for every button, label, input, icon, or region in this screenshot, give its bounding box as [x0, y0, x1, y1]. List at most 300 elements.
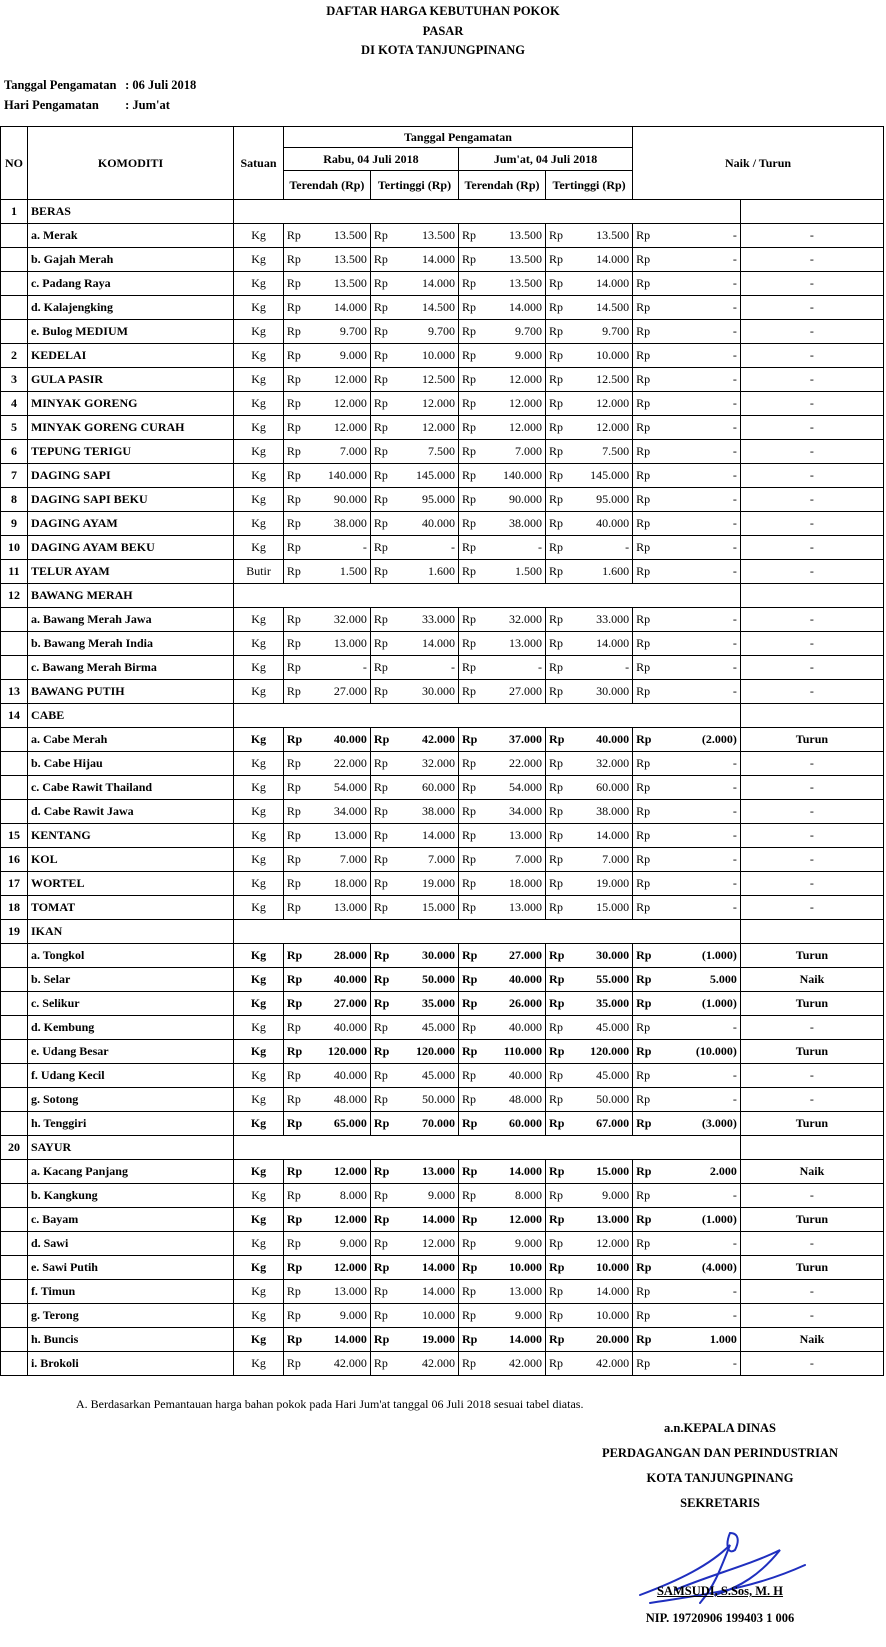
status-cell: Naik [740, 968, 883, 992]
unit-cell: Butir [234, 560, 284, 584]
change-currency: Rp [633, 392, 658, 416]
row-number: 1 [1, 200, 28, 224]
change-currency: Rp [633, 560, 658, 584]
date1-low-value: 120.000 [307, 1040, 370, 1064]
row-number: 11 [1, 560, 28, 584]
status-cell: - [740, 344, 883, 368]
date2-high-value: 50.000 [569, 1088, 632, 1112]
commodity-name: b. Selar [27, 968, 233, 992]
date2-high-value: 67.000 [569, 1112, 632, 1136]
date1-low-value: 22.000 [307, 752, 370, 776]
date2-low-value: 12.000 [482, 416, 545, 440]
commodity-name: DAGING SAPI BEKU [27, 488, 233, 512]
date1-low-value: 13.000 [307, 896, 370, 920]
change-value: - [657, 896, 740, 920]
date2-high-value: 40.000 [569, 512, 632, 536]
table-row [1, 1184, 884, 1208]
date2-low-value: 12.000 [482, 368, 545, 392]
date2-high-value: 1.600 [569, 560, 632, 584]
date1-low-value: 12.000 [307, 368, 370, 392]
change-currency: Rp [633, 1328, 658, 1352]
commodity-name: DAGING AYAM BEKU [27, 536, 233, 560]
change-value: (1.000) [657, 992, 740, 1016]
date1-high-value: 14.000 [394, 1280, 458, 1304]
unit-cell: Kg [234, 680, 284, 704]
change-currency: Rp [633, 800, 658, 824]
commodity-name: b. Bawang Merah India [27, 632, 233, 656]
change-value: - [657, 512, 740, 536]
date2-high-currency: Rp [546, 656, 570, 680]
change-value: - [657, 752, 740, 776]
date2-high-value: 95.000 [569, 488, 632, 512]
table-row [1, 704, 884, 728]
date1-low-value: 9.000 [307, 1304, 370, 1328]
table-row [1, 320, 884, 344]
date2-high-value: 15.000 [569, 1160, 632, 1184]
col-header-satuan: Satuan [234, 127, 284, 200]
date2-high-currency: Rp [546, 1352, 570, 1376]
date2-high-value: 40.000 [569, 728, 632, 752]
date1-low-currency: Rp [283, 272, 307, 296]
date2-high-currency: Rp [546, 1112, 570, 1136]
change-value: - [657, 488, 740, 512]
date2-low-currency: Rp [459, 488, 483, 512]
change-value: - [657, 416, 740, 440]
date2-low-currency: Rp [459, 224, 483, 248]
observation-date [4, 78, 196, 93]
date1-low-currency: Rp [283, 1184, 307, 1208]
date2-low-currency: Rp [459, 1208, 483, 1232]
unit-cell: Kg [234, 968, 284, 992]
row-number: 15 [1, 824, 28, 848]
table-row [1, 392, 884, 416]
date2-high-currency: Rp [546, 464, 570, 488]
change-value: - [657, 1232, 740, 1256]
date2-high-value: 10.000 [569, 1304, 632, 1328]
status-cell: - [740, 1304, 883, 1328]
date2-high-value: 9.700 [569, 320, 632, 344]
date1-low-currency: Rp [283, 776, 307, 800]
change-value: - [657, 872, 740, 896]
unit-cell: Kg [234, 464, 284, 488]
change-value: - [657, 1184, 740, 1208]
commodity-name: GULA PASIR [27, 368, 233, 392]
row-number [1, 1088, 28, 1112]
date2-low-currency: Rp [459, 632, 483, 656]
row-number [1, 1352, 28, 1376]
date1-low-currency: Rp [283, 1040, 307, 1064]
commodity-name: a. Kacang Panjang [27, 1160, 233, 1184]
date2-low-value: 9.000 [482, 1304, 545, 1328]
date2-low-value: 12.000 [482, 392, 545, 416]
date1-low-currency: Rp [283, 992, 307, 1016]
date1-low-currency: Rp [283, 1160, 307, 1184]
date2-high-currency: Rp [546, 752, 570, 776]
date1-low-currency: Rp [283, 1280, 307, 1304]
table-row [1, 752, 884, 776]
commodity-name: WORTEL [27, 872, 233, 896]
date1-high-currency: Rp [370, 680, 394, 704]
change-currency: Rp [633, 992, 658, 1016]
date1-low-currency: Rp [283, 800, 307, 824]
date1-low-value: - [307, 536, 370, 560]
observation-day [4, 98, 170, 113]
date1-low-value: 140.000 [307, 464, 370, 488]
date1-high-value: 12.000 [394, 416, 458, 440]
date2-low-value: 13.000 [482, 632, 545, 656]
date1-high-currency: Rp [370, 944, 394, 968]
table-row [1, 680, 884, 704]
commodity-name: e. Udang Besar [27, 1040, 233, 1064]
table-row [1, 1352, 884, 1376]
date2-low-currency: Rp [459, 1088, 483, 1112]
change-currency: Rp [633, 1232, 658, 1256]
date2-low-value: 13.000 [482, 824, 545, 848]
table-row [1, 1304, 884, 1328]
row-number [1, 320, 28, 344]
change-currency: Rp [633, 1112, 658, 1136]
table-row [1, 872, 884, 896]
date2-low-value: 13.000 [482, 1280, 545, 1304]
date2-high-currency: Rp [546, 224, 570, 248]
status-cell: - [740, 1184, 883, 1208]
date2-high-currency: Rp [546, 1064, 570, 1088]
date2-high-value: 12.500 [569, 368, 632, 392]
date2-high-value: 42.000 [569, 1352, 632, 1376]
unit-cell: Kg [234, 848, 284, 872]
date2-high-value: 45.000 [569, 1016, 632, 1040]
date1-high-currency: Rp [370, 1232, 394, 1256]
commodity-name: a. Tongkol [27, 944, 233, 968]
change-value: - [657, 776, 740, 800]
unit-cell: Kg [234, 752, 284, 776]
date2-high-currency: Rp [546, 680, 570, 704]
observation-day-label: Hari Pengamatan [4, 98, 99, 112]
date2-low-value: 14.000 [482, 1160, 545, 1184]
date1-high-currency: Rp [370, 1280, 394, 1304]
row-number [1, 968, 28, 992]
observation-date-label: Tanggal Pengamatan [4, 78, 117, 92]
date1-high-value: 70.000 [394, 1112, 458, 1136]
row-number [1, 1256, 28, 1280]
status-cell: - [740, 1352, 883, 1376]
date2-low-currency: Rp [459, 608, 483, 632]
unit-cell: Kg [234, 872, 284, 896]
change-value: - [657, 1304, 740, 1328]
date2-low-currency: Rp [459, 368, 483, 392]
unit-cell: Kg [234, 272, 284, 296]
date2-high-value: 12.000 [569, 1232, 632, 1256]
row-number [1, 272, 28, 296]
row-number [1, 608, 28, 632]
date1-high-value: 14.000 [394, 272, 458, 296]
row-number [1, 632, 28, 656]
date2-low-currency: Rp [459, 1184, 483, 1208]
change-currency: Rp [633, 1064, 658, 1088]
date1-high-currency: Rp [370, 392, 394, 416]
date2-high-value: 14.000 [569, 824, 632, 848]
date1-high-value: 13.000 [394, 1160, 458, 1184]
date2-low-currency: Rp [459, 824, 483, 848]
date2-high-value: 30.000 [569, 944, 632, 968]
commodity-name: KEDELAI [27, 344, 233, 368]
status-cell: - [740, 512, 883, 536]
date1-high-currency: Rp [370, 608, 394, 632]
date1-low-currency: Rp [283, 848, 307, 872]
date2-low-currency: Rp [459, 560, 483, 584]
unit-cell: Kg [234, 488, 284, 512]
date2-high-currency: Rp [546, 896, 570, 920]
signature-line-3: KOTA TANJUNGPINANG [646, 1471, 794, 1485]
row-number: 13 [1, 680, 28, 704]
date2-high-currency: Rp [546, 1280, 570, 1304]
change-value: - [657, 1016, 740, 1040]
row-number [1, 656, 28, 680]
change-currency: Rp [633, 1016, 658, 1040]
date1-high-currency: Rp [370, 296, 394, 320]
change-currency: Rp [633, 272, 658, 296]
date2-low-currency: Rp [459, 1160, 483, 1184]
col-header-date2-low: Terendah (Rp) [459, 171, 546, 200]
date2-high-value: 12.000 [569, 392, 632, 416]
date1-high-value: 35.000 [394, 992, 458, 1016]
status-cell: - [740, 416, 883, 440]
date1-low-value: 40.000 [307, 1016, 370, 1040]
commodity-name: b. Kangkung [27, 1184, 233, 1208]
table-row [1, 464, 884, 488]
date1-low-currency: Rp [283, 752, 307, 776]
status-cell: - [740, 320, 883, 344]
date2-high-value: - [569, 536, 632, 560]
date1-low-currency: Rp [283, 464, 307, 488]
date1-high-value: 12.000 [394, 1232, 458, 1256]
date2-high-currency: Rp [546, 848, 570, 872]
commodity-name: KOL [27, 848, 233, 872]
date1-low-currency: Rp [283, 1064, 307, 1088]
date1-high-value: 7.500 [394, 440, 458, 464]
table-row [1, 536, 884, 560]
row-number [1, 1304, 28, 1328]
date1-high-value: - [394, 656, 458, 680]
commodity-name: c. Selikur [27, 992, 233, 1016]
status-cell: - [740, 896, 883, 920]
row-number: 5 [1, 416, 28, 440]
unit-cell: Kg [234, 1280, 284, 1304]
date2-high-value: 30.000 [569, 680, 632, 704]
status-cell: - [740, 440, 883, 464]
unit-cell: Kg [234, 1088, 284, 1112]
table-row [1, 896, 884, 920]
unit-cell: Kg [234, 344, 284, 368]
date2-low-value: 32.000 [482, 608, 545, 632]
change-currency: Rp [633, 512, 658, 536]
date1-high-currency: Rp [370, 776, 394, 800]
date2-high-value: 33.000 [569, 608, 632, 632]
unit-cell: Kg [234, 1040, 284, 1064]
group-spacer [234, 200, 741, 224]
status-cell: - [740, 800, 883, 824]
change-value: (10.000) [657, 1040, 740, 1064]
date1-high-value: 30.000 [394, 680, 458, 704]
date2-high-value: 7.500 [569, 440, 632, 464]
status-cell: - [740, 656, 883, 680]
unit-cell: Kg [234, 1328, 284, 1352]
change-value: - [657, 1064, 740, 1088]
table-row [1, 440, 884, 464]
table-row [1, 848, 884, 872]
commodity-name: e. Bulog MEDIUM [27, 320, 233, 344]
date1-high-value: 60.000 [394, 776, 458, 800]
change-value: - [657, 560, 740, 584]
group-spacer [234, 704, 741, 728]
table-row [1, 344, 884, 368]
observation-date-value: : 06 Juli 2018 [125, 78, 197, 92]
date1-high-value: 10.000 [394, 344, 458, 368]
date2-low-value: 22.000 [482, 752, 545, 776]
table-row [1, 992, 884, 1016]
date1-low-currency: Rp [283, 944, 307, 968]
unit-cell: Kg [234, 392, 284, 416]
date2-low-currency: Rp [459, 320, 483, 344]
date1-high-currency: Rp [370, 440, 394, 464]
date1-low-value: 12.000 [307, 1160, 370, 1184]
commodity-name: BAWANG PUTIH [27, 680, 233, 704]
change-value: - [657, 320, 740, 344]
row-number [1, 1016, 28, 1040]
change-value: (1.000) [657, 1208, 740, 1232]
date1-high-currency: Rp [370, 464, 394, 488]
table-row [1, 800, 884, 824]
date2-high-currency: Rp [546, 1184, 570, 1208]
row-number: 4 [1, 392, 28, 416]
date1-low-value: 32.000 [307, 608, 370, 632]
table-row [1, 1208, 884, 1232]
status-cell: - [740, 1064, 883, 1088]
date2-low-currency: Rp [459, 872, 483, 896]
date2-low-currency: Rp [459, 728, 483, 752]
change-currency: Rp [633, 416, 658, 440]
status-cell: - [740, 488, 883, 512]
date2-low-value: 40.000 [482, 968, 545, 992]
date1-high-currency: Rp [370, 896, 394, 920]
date2-low-value: 18.000 [482, 872, 545, 896]
date2-high-currency: Rp [546, 632, 570, 656]
unit-cell: Kg [234, 800, 284, 824]
col-header-naik-turun: Naik / Turun [633, 127, 884, 200]
change-currency: Rp [633, 848, 658, 872]
date1-low-currency: Rp [283, 1112, 307, 1136]
change-currency: Rp [633, 656, 658, 680]
date1-high-currency: Rp [370, 368, 394, 392]
commodity-name: SAYUR [27, 1136, 233, 1160]
date2-low-currency: Rp [459, 1328, 483, 1352]
change-value: - [657, 848, 740, 872]
status-cell: - [740, 824, 883, 848]
commodity-name: e. Sawi Putih [27, 1256, 233, 1280]
change-currency: Rp [633, 1088, 658, 1112]
date1-low-value: 7.000 [307, 848, 370, 872]
date2-low-value: 60.000 [482, 1112, 545, 1136]
date2-high-currency: Rp [546, 344, 570, 368]
status-cell: - [740, 536, 883, 560]
group-spacer-status [740, 584, 883, 608]
unit-cell: Kg [234, 536, 284, 560]
date1-low-currency: Rp [283, 296, 307, 320]
date2-high-currency: Rp [546, 320, 570, 344]
date2-high-value: 15.000 [569, 896, 632, 920]
unit-cell: Kg [234, 1112, 284, 1136]
date2-high-value: 19.000 [569, 872, 632, 896]
date1-low-currency: Rp [283, 824, 307, 848]
date1-low-value: 13.500 [307, 248, 370, 272]
price-table [0, 126, 884, 1376]
date1-high-value: 120.000 [394, 1040, 458, 1064]
table-row [1, 1328, 884, 1352]
table-row [1, 776, 884, 800]
unit-cell: Kg [234, 728, 284, 752]
commodity-name: i. Brokoli [27, 1352, 233, 1376]
signature-line-1: a.n.KEPALA DINAS [664, 1421, 776, 1435]
table-row [1, 200, 884, 224]
status-cell: Naik [740, 1160, 883, 1184]
date2-high-currency: Rp [546, 1256, 570, 1280]
group-spacer-status [740, 200, 883, 224]
date2-low-currency: Rp [459, 512, 483, 536]
col-header-no: NO [1, 127, 28, 200]
unit-cell: Kg [234, 1064, 284, 1088]
change-value: - [657, 608, 740, 632]
unit-cell: Kg [234, 608, 284, 632]
commodity-name: b. Gajah Merah [27, 248, 233, 272]
status-cell: Turun [740, 1112, 883, 1136]
unit-cell: Kg [234, 248, 284, 272]
date1-high-currency: Rp [370, 824, 394, 848]
date1-high-currency: Rp [370, 344, 394, 368]
row-number [1, 1040, 28, 1064]
change-currency: Rp [633, 1280, 658, 1304]
date1-low-currency: Rp [283, 1088, 307, 1112]
table-row [1, 1112, 884, 1136]
row-number [1, 992, 28, 1016]
change-currency: Rp [633, 632, 658, 656]
table-row [1, 368, 884, 392]
unit-cell: Kg [234, 944, 284, 968]
date2-low-value: 140.000 [482, 464, 545, 488]
table-row [1, 584, 884, 608]
date1-low-currency: Rp [283, 728, 307, 752]
date2-low-currency: Rp [459, 776, 483, 800]
date1-low-currency: Rp [283, 1352, 307, 1376]
date2-high-currency: Rp [546, 800, 570, 824]
date1-low-value: 42.000 [307, 1352, 370, 1376]
group-spacer-status [740, 920, 883, 944]
date1-high-value: 1.600 [394, 560, 458, 584]
row-number [1, 800, 28, 824]
date2-high-currency: Rp [546, 776, 570, 800]
change-currency: Rp [633, 1256, 658, 1280]
row-number: 19 [1, 920, 28, 944]
date2-low-currency: Rp [459, 272, 483, 296]
unit-cell: Kg [234, 1232, 284, 1256]
unit-cell: Kg [234, 440, 284, 464]
date1-low-value: 12.000 [307, 1208, 370, 1232]
commodity-name: IKAN [27, 920, 233, 944]
table-row [1, 1136, 884, 1160]
date1-high-value: 145.000 [394, 464, 458, 488]
date1-high-value: 19.000 [394, 1328, 458, 1352]
table-row [1, 1232, 884, 1256]
signatory-nip: NIP. 19720906 199403 1 006 [645, 1611, 795, 1625]
